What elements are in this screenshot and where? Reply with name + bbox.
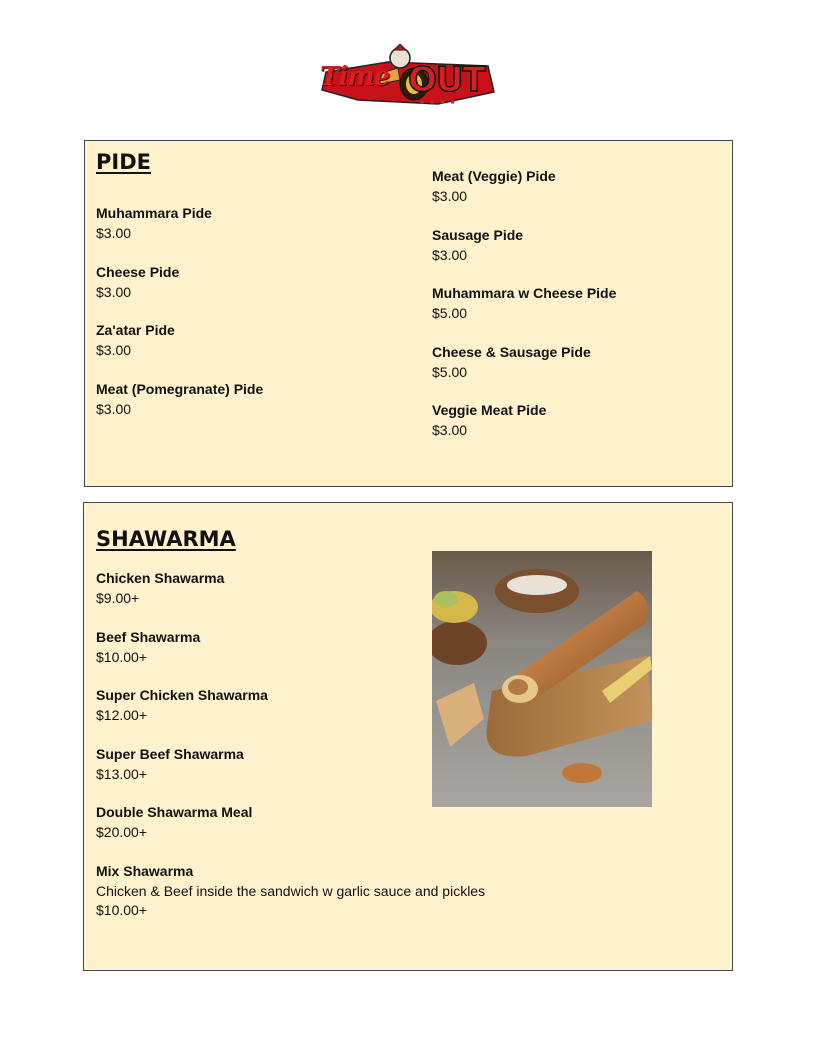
logo-word-time: Time	[320, 62, 390, 92]
item-name: Meat (Veggie) Pide	[432, 168, 556, 184]
logo-subtext: ■ ■ ■ ■	[420, 99, 457, 106]
item-price: $3.00	[96, 224, 132, 241]
item-price: $3.00	[96, 283, 132, 300]
item-name: Cheese & Sausage Pide	[432, 344, 591, 360]
menu-item	[96, 204, 212, 243]
item-name: Super Beef Shawarma	[96, 746, 244, 762]
shawarma-section-title: SHAWARMA	[96, 527, 236, 551]
item-name: Super Chicken Shawarma	[96, 687, 268, 703]
pide-section	[84, 140, 733, 487]
menu-item	[96, 628, 200, 667]
item-name: Beef Shawarma	[96, 629, 201, 645]
item-name: Double Shawarma Meal	[96, 804, 253, 820]
item-price: $5.00	[432, 363, 468, 380]
item-name: Cheese Pide	[96, 264, 180, 280]
menu-item	[96, 686, 268, 725]
item-name: Sausage Pide	[432, 227, 524, 243]
item-name: Veggie Meat Pide	[432, 402, 547, 418]
menu-item	[96, 380, 263, 419]
menu-item	[432, 343, 591, 382]
item-price: $3.00	[96, 341, 132, 358]
item-price: $20.00+	[96, 823, 147, 840]
item-price: $10.00+	[96, 648, 147, 665]
item-name: Mix Shawarma	[96, 863, 194, 879]
item-price: $3.00	[432, 187, 468, 204]
logo-word-out: OUT	[408, 60, 485, 100]
item-name: Za'atar Pide	[96, 322, 175, 338]
item-name: Muhammara w Cheese Pide	[432, 285, 617, 301]
shawarma-section	[83, 502, 733, 971]
menu-item	[96, 862, 485, 921]
menu-item	[432, 226, 523, 265]
item-name: Muhammara Pide	[96, 205, 212, 221]
menu-item	[96, 569, 224, 608]
item-price: $5.00	[432, 304, 468, 321]
item-price: $12.00+	[96, 706, 147, 723]
menu-item	[96, 321, 175, 360]
menu-item	[96, 745, 244, 784]
item-name: Meat (Pomegranate) Pide	[96, 381, 264, 397]
pide-section-title: PIDE	[96, 150, 151, 174]
menu-item	[432, 167, 556, 206]
menu-item	[432, 284, 616, 323]
item-price: $9.00+	[96, 589, 140, 606]
item-description: Chicken & Beef inside the sandwich w garlic sauce and pickles	[96, 882, 486, 899]
menu-item	[432, 401, 546, 440]
item-price: $10.00+	[96, 902, 147, 918]
time-out-logo	[318, 44, 498, 116]
item-price: $13.00+	[96, 765, 147, 782]
menu-item	[96, 803, 252, 842]
shawarma-photo	[432, 551, 652, 807]
item-name: Chicken Shawarma	[96, 570, 225, 586]
menu-item	[96, 263, 179, 302]
item-price: $3.00	[432, 421, 468, 438]
item-price: $3.00	[432, 246, 468, 263]
item-price: $3.00	[96, 400, 132, 417]
